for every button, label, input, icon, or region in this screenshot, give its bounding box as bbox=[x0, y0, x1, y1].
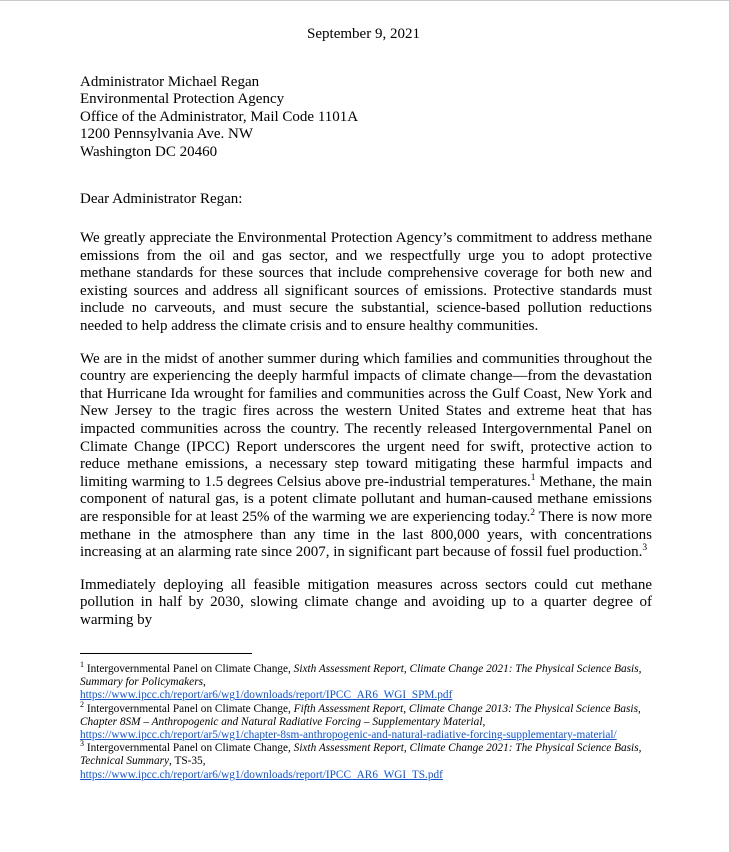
address-line-4: 1200 Pennsylvania Ave. NW bbox=[80, 126, 254, 143]
footnote-1-author: Intergovernmental Panel on Climate Change, bbox=[84, 663, 294, 675]
footnote-2-tail: , bbox=[482, 715, 486, 728]
footnote-item-1 bbox=[80, 660, 652, 703]
footnote-ref-2[interactable]: 2 bbox=[530, 507, 536, 518]
footnote-item-2 bbox=[80, 699, 652, 743]
paragraph-2-segment-3: There is now more methane in the atmosphere than any time in the last 800,000 years, with concentrations increasing at an alarming rate since 2007, in significant part because of fossil fuel production. bbox=[80, 508, 652, 561]
address-line-5: Washington DC 20460 bbox=[80, 143, 218, 160]
paragraph-2-segment-1: We are in the midst of another summer during which families and communities throughout the country are experiencing the deeply harmful impacts of climate change—from the devastation that Hurricane Ida wrought for families and communities across the Gulf Coast, New York and New Jersey to the tragic fires across the western United States and extreme heat that has impacted communities across the country. The recently released Intergovernmental Panel on Climate Change (IPCC) Report underscores the urgent need for swift, protective action to reduce methane emissions, a necessary step toward mitigating these harmful impacts and limiting warming to 1.5 degrees Celsius above pre-industrial temperatures. bbox=[80, 350, 652, 490]
address-line-3: Office of the Administrator, Mail Code 1101A bbox=[80, 108, 359, 125]
footnote-1-title: Sixth Assessment Report, Climate Change 2021: The Physical Science Basis, Summary for Policymakers bbox=[80, 663, 642, 689]
footnote-ref-3[interactable]: 3 bbox=[642, 543, 648, 554]
page-sheet bbox=[0, 1, 727, 852]
footnote-3-title: Sixth Assessment Report, Climate Change 2021: The Physical Science Basis, Technical Summary bbox=[80, 742, 642, 768]
recipient-address-block bbox=[80, 74, 652, 161]
footnote-separator-rule bbox=[80, 653, 252, 654]
letter-date: September 9, 2021 bbox=[307, 26, 420, 42]
footnote-1-link[interactable]: https://www.ipcc.ch/report/ar6/wg1/downloads/report/IPCC_AR6_WGI_SPM.pdf bbox=[80, 689, 453, 702]
footnote-list bbox=[80, 660, 652, 782]
body-paragraph-2 bbox=[80, 351, 652, 562]
footnote-number-2: 2 bbox=[80, 699, 84, 709]
footnote-item-3 bbox=[80, 739, 652, 782]
footnote-3-author: Intergovernmental Panel on Climate Change, bbox=[84, 742, 294, 755]
footnote-3-link[interactable]: https://www.ipcc.ch/report/ar6/wg1/downloads/report/IPCC_AR6_WGI_TS.pdf bbox=[80, 768, 443, 781]
address-line-2: Environmental Protection Agency bbox=[80, 91, 285, 108]
footnote-number-1: 1 bbox=[80, 660, 84, 670]
letter-salutation: Dear Administrator Regan: bbox=[80, 191, 243, 207]
letter-body bbox=[80, 230, 652, 629]
footnote-ref-1[interactable]: 1 bbox=[530, 472, 536, 483]
footnote-2-title: Fifth Assessment Report, Climate Change 2013: The Physical Science Basis, Chapter 8SM – Anthropogenic and Natural Radiative Forcing – Supplementary Material bbox=[80, 702, 641, 728]
footnote-3-tail: , TS-35, bbox=[169, 755, 206, 768]
footnote-2-link[interactable]: https://www.ipcc.ch/report/ar5/wg1/chapter-8sm-anthropogenic-and-natural-radiative-forcing-supplementary-material/ bbox=[80, 729, 617, 742]
body-paragraph-3: Immediately deploying all feasible mitigation measures across sectors could cut methane pollution in half by 2030, slowing climate change and avoiding up to a quarter degree of warming by bbox=[80, 576, 652, 628]
paragraph-2-segment-2: Methane, the main component of natural gas, is a potent climate pollutant and human-caused methane emissions are responsible for at least 25% of the warming we are experiencing today. bbox=[80, 473, 652, 525]
footnote-1-tail: , bbox=[203, 676, 206, 689]
address-line-1: Administrator Michael Regan bbox=[80, 74, 260, 90]
body-paragraph-1: We greatly appreciate the Environmental Protection Agency’s commitment to address methane emissions from the oil and gas sector, and we respectfully urge you to adopt protective methane standards for these sources that include comprehensive coverage for both new and existing sources and address all significant sources of emissions. Protective standards must include no carveouts, and must secure the substantial, science-based pollution reductions needed to help address the climate crisis and to ensure healthy communities. bbox=[80, 230, 652, 334]
footnote-number-3: 3 bbox=[80, 739, 84, 749]
footnote-2-author: Intergovernmental Panel on Climate Change, bbox=[84, 702, 294, 715]
